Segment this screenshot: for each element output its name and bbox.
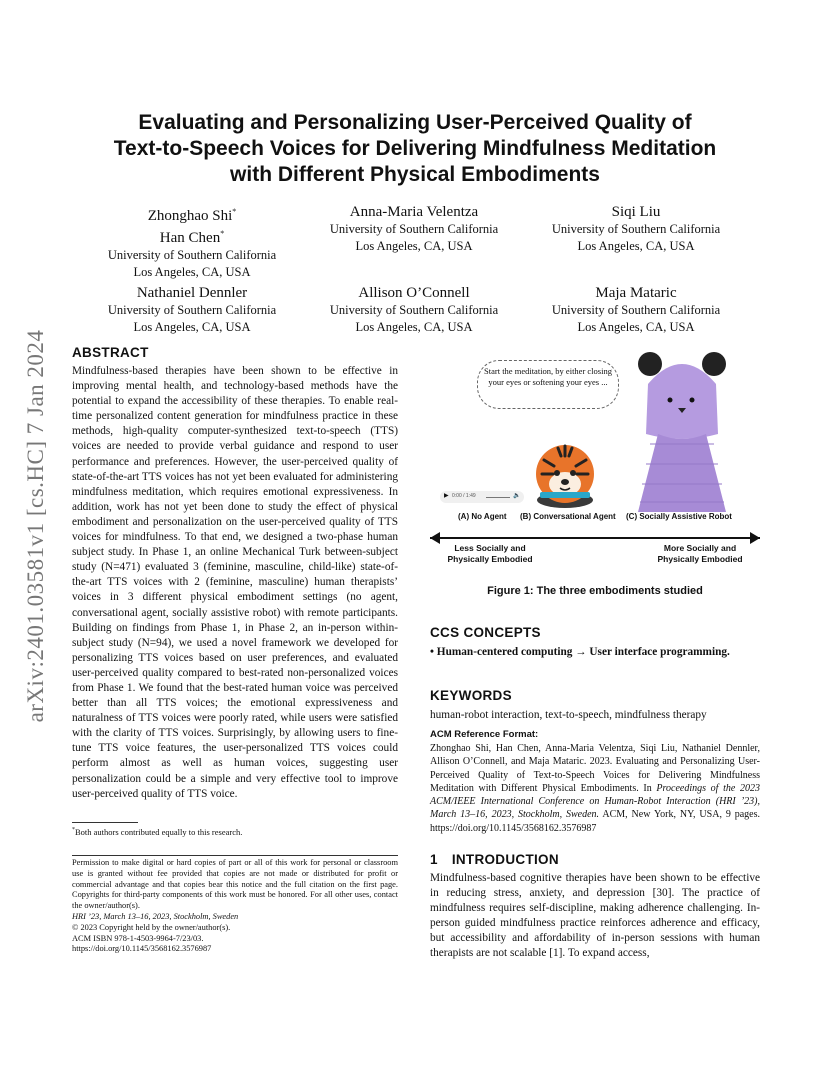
author-name: Maja Mataric bbox=[595, 285, 677, 301]
axis-label-left bbox=[444, 543, 536, 565]
intro-title: INTRODUCTION bbox=[451, 852, 559, 867]
title-line-2: Text-to-Speech Voices for Delivering Mindfulness Meditation bbox=[113, 137, 717, 160]
author-location: Los Angeles, CA, USA bbox=[133, 265, 251, 279]
author-block-4 bbox=[92, 284, 292, 336]
axis-arrow-right-icon bbox=[750, 532, 760, 544]
ccs-heading: CCS CONCEPTS bbox=[430, 625, 541, 640]
acm-ref-part2: ACM, New York, NY, USA, 9 pages. https://doi.org/10.1145/3568162.3576987 bbox=[430, 809, 760, 834]
permission-text: Permission to make digital or hard copies of part or all of this work for personal or classroom use is granted without fee provided that copies are not made or distributed for profit or commercial advantage and that copies bear this notice and the full citation on the first page. Copyrights for third-party components of this work must be honored. For all other uses, contact the owner/author(s). bbox=[72, 858, 398, 911]
intro-text: Mindfulness-based cognitive therapies have been shown to be effective in reducing stress, anxiety, and depression [30]. The practice of mindfulness requires self-discipline, making adherence challenging. In-person guided mindfulness practice reinforces adherence and efficacy, but accessibility and affordability of in-person sessions with human therapists are not scalable [1]. To expand access, bbox=[430, 872, 760, 960]
title-line-3: with Different Physical Embodiments bbox=[230, 163, 600, 186]
abstract-text: Mindfulness-based therapies have been shown to be effective in improving mental health, and technology-based methods have the potential to expand the accessibility of these therapies. To enable real-time personalized content generation for mindfulness practice in these methods, high-quality computer-synthesized text-to-speech (TTS) voices are needed to provide verbal guidance and respond to user performance and preferences. However, the user-perceived quality of state-of-the-art TTS voices has not yet been evaluated for administering mindfulness meditation, which requires emotional expressiveness. In addition, work has not yet been done to study the effect of physical embodiment and personalization on the user-perceived quality of TTS voices for mindfulness. To that end, we designed a two-phase human subject study. In Phase 1, an online Mechanical Turk between-subject study (N=471) evaluated 3 (feminine, masculine, child-like) state-of-the-art TTS voices with 2 (feminine, masculine) human therapists’ voices in 3 different physical embodiment settings (no agent, conversational agent, socially assistive robot) with remote participants. Building on findings from Phase 1, in Phase 2, an in-person within-subject study (N=94), we used a novel framework we developed for personalizing TTS voices based on user preferences, and evaluated user-perceived quality compared to best-rated non-personalized voices from Phase 1. We found that the best-rated human voice was perceived better than all TTS voices; the emotional expressiveness and naturalness of TTS voices were poorly rated, while users were satisfied with the clarity of TTS voices. Surprisingly, by allowing users to fine-tune TTS voice features, the user-personalized TTS voices could perform almost as well as human voices, suggesting user personalization could be a simple and very effective tool to improve user-perceived quality of TTS voice. bbox=[72, 365, 398, 800]
author-affiliation: University of Southern California bbox=[107, 248, 277, 262]
intro-heading bbox=[430, 852, 559, 867]
keywords-text: human-robot interaction, text-to-speech, mindfulness therapy bbox=[430, 709, 707, 721]
ccs-bullet: • bbox=[430, 646, 434, 658]
intro-number: 1 bbox=[430, 852, 438, 867]
figure-caption: Figure 1: The three embodiments studied bbox=[487, 585, 703, 597]
footnote bbox=[72, 827, 242, 837]
progress-track[interactable] bbox=[486, 497, 510, 498]
axis-label-right-line1: More Socially and bbox=[663, 543, 737, 553]
abstract-heading: ABSTRACT bbox=[72, 345, 149, 360]
author-affiliation: University of Southern California bbox=[107, 303, 277, 317]
author-location: Los Angeles, CA, USA bbox=[133, 320, 251, 334]
axis-label-right bbox=[654, 543, 746, 565]
author-name: Siqi Liu bbox=[611, 204, 661, 220]
title-line-1: Evaluating and Personalizing User-Perceived Quality of bbox=[138, 111, 692, 134]
acm-ref-text bbox=[430, 742, 760, 835]
copyright-line: © 2023 Copyright held by the owner/author(s). bbox=[72, 922, 231, 932]
ccs-text: Human-centered computing → User interface programming. bbox=[436, 646, 730, 658]
author-name: Allison O’Connell bbox=[358, 285, 470, 301]
footnote-text: Both authors contributed equally to this research. bbox=[75, 827, 243, 837]
ccs-concepts bbox=[430, 645, 760, 660]
author-block-5 bbox=[314, 284, 514, 336]
arxiv-stamp-text: arXiv:2401.03581v1 [cs.HC] 7 Jan 2024 bbox=[23, 329, 48, 723]
author-block-3 bbox=[536, 203, 736, 255]
author-name: Nathaniel Dennler bbox=[136, 285, 248, 301]
acm-ref-heading: ACM Reference Format: bbox=[430, 729, 539, 740]
figure-1 bbox=[430, 340, 760, 590]
author-block-2 bbox=[314, 203, 514, 255]
embodiment-axis-line bbox=[430, 537, 760, 539]
equal-contrib-mark: * bbox=[232, 207, 237, 216]
axis-label-right-line2: Physically Embodied bbox=[657, 554, 743, 564]
author-block-6 bbox=[536, 284, 736, 336]
author-affiliation: University of Southern California bbox=[329, 303, 499, 317]
conversational-agent-illustration bbox=[534, 440, 596, 510]
author-location: Los Angeles, CA, USA bbox=[577, 239, 695, 253]
equal-contrib-mark: * bbox=[220, 229, 225, 238]
speech-bubble: Start the meditation, by either closing your eyes or softening your eyes ... bbox=[477, 360, 619, 409]
author-location: Los Angeles, CA, USA bbox=[355, 320, 473, 334]
label-conversational-agent: (B) Conversational Agent bbox=[520, 512, 616, 521]
author-location: Los Angeles, CA, USA bbox=[577, 320, 695, 334]
axis-label-left-line1: Less Socially and bbox=[454, 543, 526, 553]
permission-block bbox=[72, 858, 398, 955]
permission-rule bbox=[72, 855, 398, 856]
author-name: Han Chen bbox=[159, 230, 221, 246]
axis-label-left-line2: Physically Embodied bbox=[447, 554, 533, 564]
author-block-1 bbox=[92, 203, 292, 281]
acm-ref-part1: Zhonghao Shi, Han Chen, Anna-Maria Velentza, Siqi Liu, Nathaniel Dennler, Allison O’Connell, and Maja Mataric. 2023. Evaluating and Personalizing User-Perceived Quality of Text-to-Speech Voices for Delivering Mindfulness Meditation with Different Physical Embodiments. In bbox=[430, 743, 760, 794]
author-name: Zhonghao Shi bbox=[147, 208, 233, 224]
audio-player[interactable] bbox=[440, 491, 524, 503]
author-affiliation: University of Southern California bbox=[551, 222, 721, 236]
keywords-heading: KEYWORDS bbox=[430, 688, 512, 703]
author-affiliation: University of Southern California bbox=[551, 303, 721, 317]
volume-icon[interactable]: 🔈 bbox=[513, 492, 521, 499]
play-icon[interactable]: ▶ bbox=[444, 493, 449, 499]
doi-line[interactable]: https://doi.org/10.1145/3568162.3576987 bbox=[72, 944, 212, 954]
axis-arrow-left-icon bbox=[430, 532, 440, 544]
paper-title bbox=[70, 110, 760, 188]
footnote-rule bbox=[72, 822, 138, 823]
author-location: Los Angeles, CA, USA bbox=[355, 239, 473, 253]
socially-assistive-robot-illustration bbox=[636, 344, 728, 514]
isbn-line: ACM ISBN 978-1-4503-9964-7/23/03. bbox=[72, 933, 204, 943]
label-socially-assistive-robot: (C) Socially Assistive Robot bbox=[626, 512, 732, 521]
acm-ref-proceedings: Proceedings of the 2023 ACM/IEEE International Conference on Human-Robot Interaction (HRI ’23), March 13–16, 2023, Stockholm, Sweden. bbox=[430, 782, 760, 821]
player-time: 0:00 / 1:49 bbox=[452, 493, 476, 499]
label-no-agent: (A) No Agent bbox=[458, 512, 507, 521]
arxiv-stamp bbox=[22, 296, 50, 756]
venue-line: HRI ’23, March 13–16, 2023, Stockholm, Sweden bbox=[72, 911, 239, 921]
author-name: Anna-Maria Velentza bbox=[349, 204, 479, 220]
footnote-mark: * bbox=[72, 827, 75, 834]
author-affiliation: University of Southern California bbox=[329, 222, 499, 236]
